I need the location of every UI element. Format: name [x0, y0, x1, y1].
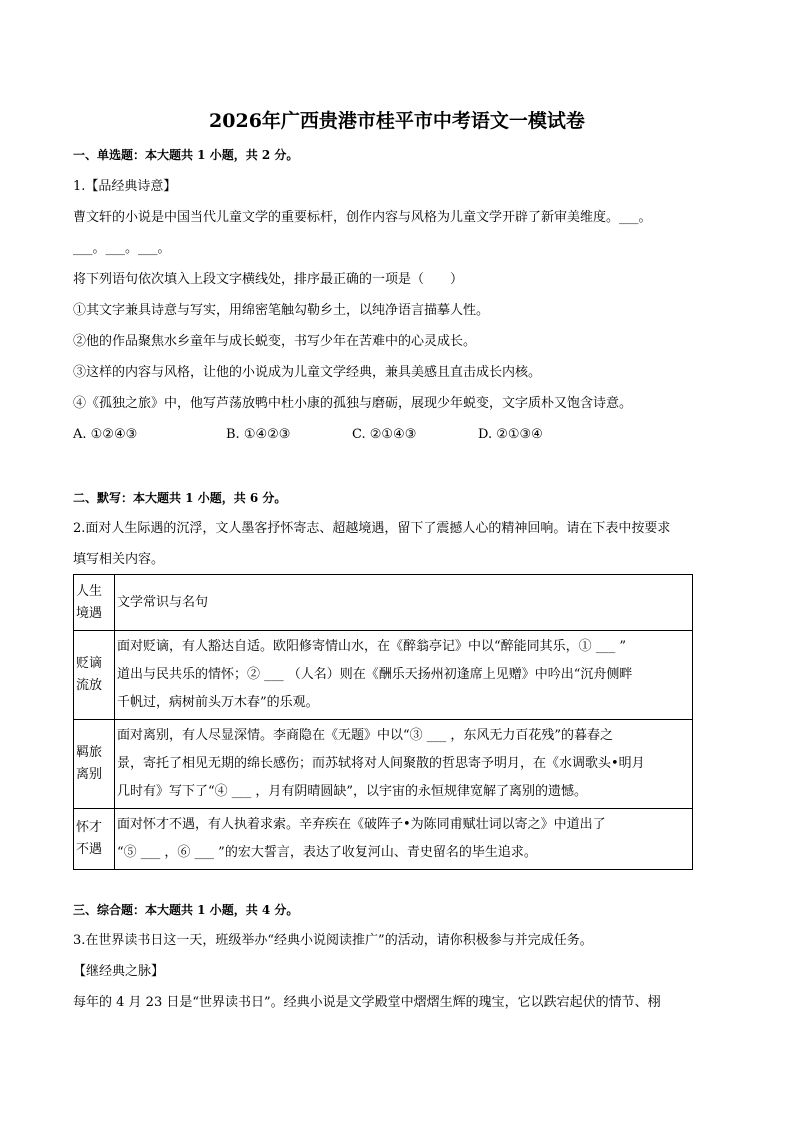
row-text-line: 面对贬谪，有人豁达自适。欧阳修寄情山水，在《醉翁亭记》中以“醉能同其乐，① ___ ” — [117, 639, 627, 654]
row-label: 怀才 — [76, 820, 103, 835]
table-header-cell — [74, 575, 115, 631]
option-d: D. ②①③④ — [478, 427, 543, 442]
row-label-cell — [74, 720, 115, 809]
row-content-cell — [115, 631, 693, 720]
row-text-line: 几时有》写下了“④ ___ ，月有阴晴圆缺”，以宇宙的永恒规律宽解了离别的遗憾。 — [117, 784, 588, 799]
question1-item-3: ③这样的内容与风格，让他的小说成为儿童文学经典，兼具美感且直击成长内核。 — [73, 365, 542, 380]
section3-heading: 三、综合题：本大题共 1 小题，共 4 分。 — [73, 903, 299, 917]
table-header-row — [74, 575, 693, 631]
row-content-cell — [115, 720, 693, 809]
question1-stem-line2: ___。___。___。 — [73, 241, 171, 256]
question1-item-2: ②他的作品聚焦水乡童年与成长蜕变，书写少年在苦难中的心灵成长。 — [73, 334, 477, 349]
question1-stem-line1: 曹文轩的小说是中国当代儿童文学的重要标杆，创作内容与风格为儿童文学开辟了新审美维度。___。 — [73, 210, 652, 225]
header-label: 文学常识与名句 — [117, 594, 209, 610]
table-row — [74, 720, 693, 809]
row-content-cell — [115, 809, 693, 870]
row-label: 羁旅 — [76, 745, 103, 760]
option-b: B. ①④②③ — [226, 427, 291, 442]
row-label-cell — [74, 809, 115, 870]
row-text-line: 景，寄托了相见无期的绵长感伤；而苏轼将对人间聚散的哲思寄予明月，在《水调歌头•明月 — [117, 756, 645, 771]
row-text-line: 千帆过，病树前头万木春”的乐观。 — [117, 695, 319, 710]
question3-text-line1: 每年的 4 月 23 日是“世界读书日”。经典小说是文学殿堂中熠熠生辉的瑰宝，它以跌宕起伏的情节、栩 — [73, 995, 661, 1010]
question1-item-1: ①其文字兼具诗意与写实，用绵密笔触勾勒乡土，以纯净语言描摹人性。 — [73, 303, 490, 318]
row-text-line: 面对离别，有人尽显深情。李商隐在《无题》中以“③ ___ ，东风无力百花残”的暮春之 — [117, 728, 614, 743]
header-label: 人生境遇 — [76, 583, 103, 621]
row-label: 流放 — [76, 678, 103, 693]
table-row — [74, 631, 693, 720]
question1-item-4: ④《孤独之旅》中，他写芦荡放鸭中杜小康的孤独与磨砺，展现少年蜕变，文字质朴又饱含诗意。 — [73, 396, 633, 411]
row-label: 贬谪 — [76, 656, 103, 671]
question2-line2: 填写相关内容。 — [73, 552, 165, 567]
section2-heading: 二、默写：本大题共 1 小题，共 6 分。 — [73, 491, 287, 505]
option-a: A. ①②④③ — [73, 427, 138, 442]
question2-line1: 2.面对人生际遇的沉浮，文人墨客抒怀寄志、超越境遇，留下了震撼人心的精神回响。请在下表中按要求 — [73, 521, 671, 536]
question1-instruction: 将下列语句依次填入上段文字横线处，排序最正确的一项是（ ） — [73, 272, 464, 287]
question3-subtitle: 【继经典之脉】 — [73, 964, 165, 979]
poetry-table — [73, 574, 693, 870]
question1-title: 1.【品经典诗意】 — [73, 179, 177, 194]
row-text-line: 道出与民共乐的情怀；② ___ （人名）则在《酬乐天扬州初逢席上见赠》中吟出“沉舟侧畔 — [117, 667, 633, 682]
table-row — [74, 809, 693, 870]
row-label: 离别 — [76, 767, 103, 782]
section1-heading: 一、单选题：本大题共 1 小题，共 2 分。 — [73, 148, 299, 162]
exam-title: 2026年广西贵港市桂平市中考语文一模试卷 — [209, 110, 585, 132]
table-header-cell — [115, 575, 693, 631]
row-label: 不遇 — [76, 842, 103, 857]
row-text-line: “⑤ ___ ，⑥ ___ ”的宏大誓言，表达了收复河山、青史留名的毕生追求。 — [117, 845, 537, 860]
row-text-line: 面对怀才不遇，有人执着求索。辛弃疾在《破阵子•为陈同甫赋壮词以寄之》中道出了 — [117, 817, 606, 832]
question3-line1: 3.在世界读书日这一天，班级举办“经典小说阅读推广”的活动，请你积极参与并完成任务。 — [73, 933, 593, 948]
option-c: C. ②①④③ — [352, 427, 417, 442]
row-label-cell — [74, 631, 115, 720]
